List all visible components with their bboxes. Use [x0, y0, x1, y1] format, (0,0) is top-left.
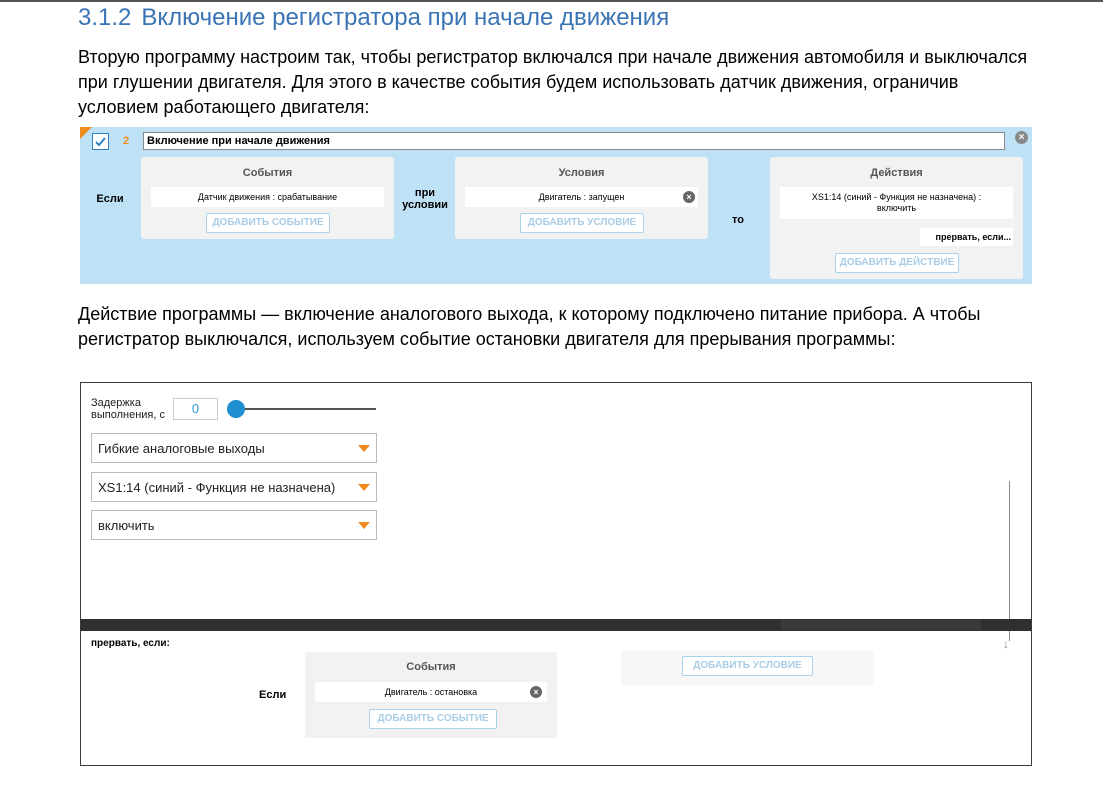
condition-label — [396, 187, 454, 211]
interrupt-if-link[interactable]: прервать, если... — [920, 228, 1013, 246]
section-title: Включение регистратора при начале движения — [141, 4, 670, 31]
conditions-panel — [455, 157, 708, 239]
interrupt-events-panel — [305, 652, 557, 738]
actions-title: Действия — [870, 167, 923, 179]
events-title: События — [242, 167, 293, 179]
scroll-down-arrow-icon[interactable]: ↓ — [1003, 637, 1009, 651]
interrupt-event-item[interactable]: Двигатель : остановка — [315, 682, 547, 702]
delay-slider-handle[interactable] — [227, 400, 245, 418]
section-number: 3.1.2 — [78, 4, 132, 31]
events-panel — [141, 157, 394, 239]
output-action-value: включить — [98, 518, 155, 533]
condition-item[interactable]: Двигатель : запущен — [465, 187, 698, 207]
dropdown-arrow-icon — [358, 522, 370, 529]
output-type-value: Гибкие аналоговые выходы — [98, 441, 265, 456]
action-item-line1: XS1:14 (синий - Функция не назначена) : — [811, 192, 982, 202]
dropdown-arrow-icon — [358, 484, 370, 491]
checkmark-icon — [94, 135, 107, 148]
delay-input[interactable]: 0 — [173, 398, 218, 420]
delay-label-line2: выполнения, с — [91, 409, 165, 421]
action-paragraph: Действие программы — включение аналогового выхода, к которому подключено питание прибора. А чтобы регистратор выключался, используем событие остановки двигателя для прерывания программы: — [78, 304, 981, 349]
delay-slider-track[interactable] — [236, 408, 376, 410]
delay-label — [91, 397, 165, 421]
program-rule-panel — [80, 127, 1032, 284]
remove-condition-icon[interactable]: × — [683, 191, 695, 203]
program-index: 2 — [123, 135, 130, 147]
interrupt-conditions-area — [621, 650, 874, 686]
add-event-button[interactable]: ДОБАВИТЬ СОБЫТИЕ — [206, 213, 330, 233]
program-name-input[interactable]: Включение при начале движения — [143, 132, 1005, 150]
actions-panel — [770, 157, 1023, 279]
add-interrupt-condition-button[interactable]: ДОБАВИТЬ УСЛОВИЕ — [682, 656, 813, 676]
interrupt-events-title: События — [406, 661, 456, 673]
close-icon[interactable]: × — [1015, 131, 1028, 144]
scroll-indicator[interactable] — [1009, 481, 1010, 641]
corner-marker-icon — [80, 127, 92, 139]
section-heading — [78, 4, 669, 32]
interrupt-if-label: прервать, если: — [91, 638, 170, 649]
program-enabled-checkbox[interactable] — [92, 133, 109, 150]
hidden-button-shadow — [781, 620, 981, 630]
add-condition-button[interactable]: ДОБАВИТЬ УСЛОВИЕ — [520, 213, 644, 233]
action-settings-panel — [80, 382, 1032, 766]
output-channel-select[interactable] — [91, 472, 377, 502]
page-top-rule — [0, 0, 1103, 2]
when-label-line2: условии — [402, 199, 448, 211]
if-label: Если — [96, 193, 124, 205]
dropdown-arrow-icon — [358, 445, 370, 452]
intro-paragraph: Вторую программу настроим так, чтобы регистратор включался при начале движения автомобиля и выключался при глушении двигателя. Для этого в качестве события будем использовать датчик движения, ограничив условием работающего двигателя: — [78, 47, 1028, 117]
output-channel-value: XS1:14 (синий - Функция не назначена) — [98, 480, 336, 495]
output-type-select[interactable] — [91, 433, 377, 463]
conditions-title: Условия — [558, 167, 605, 179]
delay-label-line1: Задержка — [91, 397, 141, 409]
action-item[interactable] — [780, 187, 1013, 219]
then-label: то — [732, 214, 744, 226]
event-item[interactable]: Датчик движения : срабатывание — [151, 187, 384, 207]
if-label: Если — [259, 689, 287, 701]
panel-divider — [81, 619, 1031, 631]
action-item-line2: включить — [876, 203, 917, 213]
when-label-line1: при — [414, 187, 436, 199]
output-action-select[interactable] — [91, 510, 377, 540]
remove-event-icon[interactable]: × — [530, 686, 542, 698]
add-interrupt-event-button[interactable]: ДОБАВИТЬ СОБЫТИЕ — [369, 709, 497, 729]
add-action-button[interactable]: ДОБАВИТЬ ДЕЙСТВИЕ — [835, 253, 959, 273]
